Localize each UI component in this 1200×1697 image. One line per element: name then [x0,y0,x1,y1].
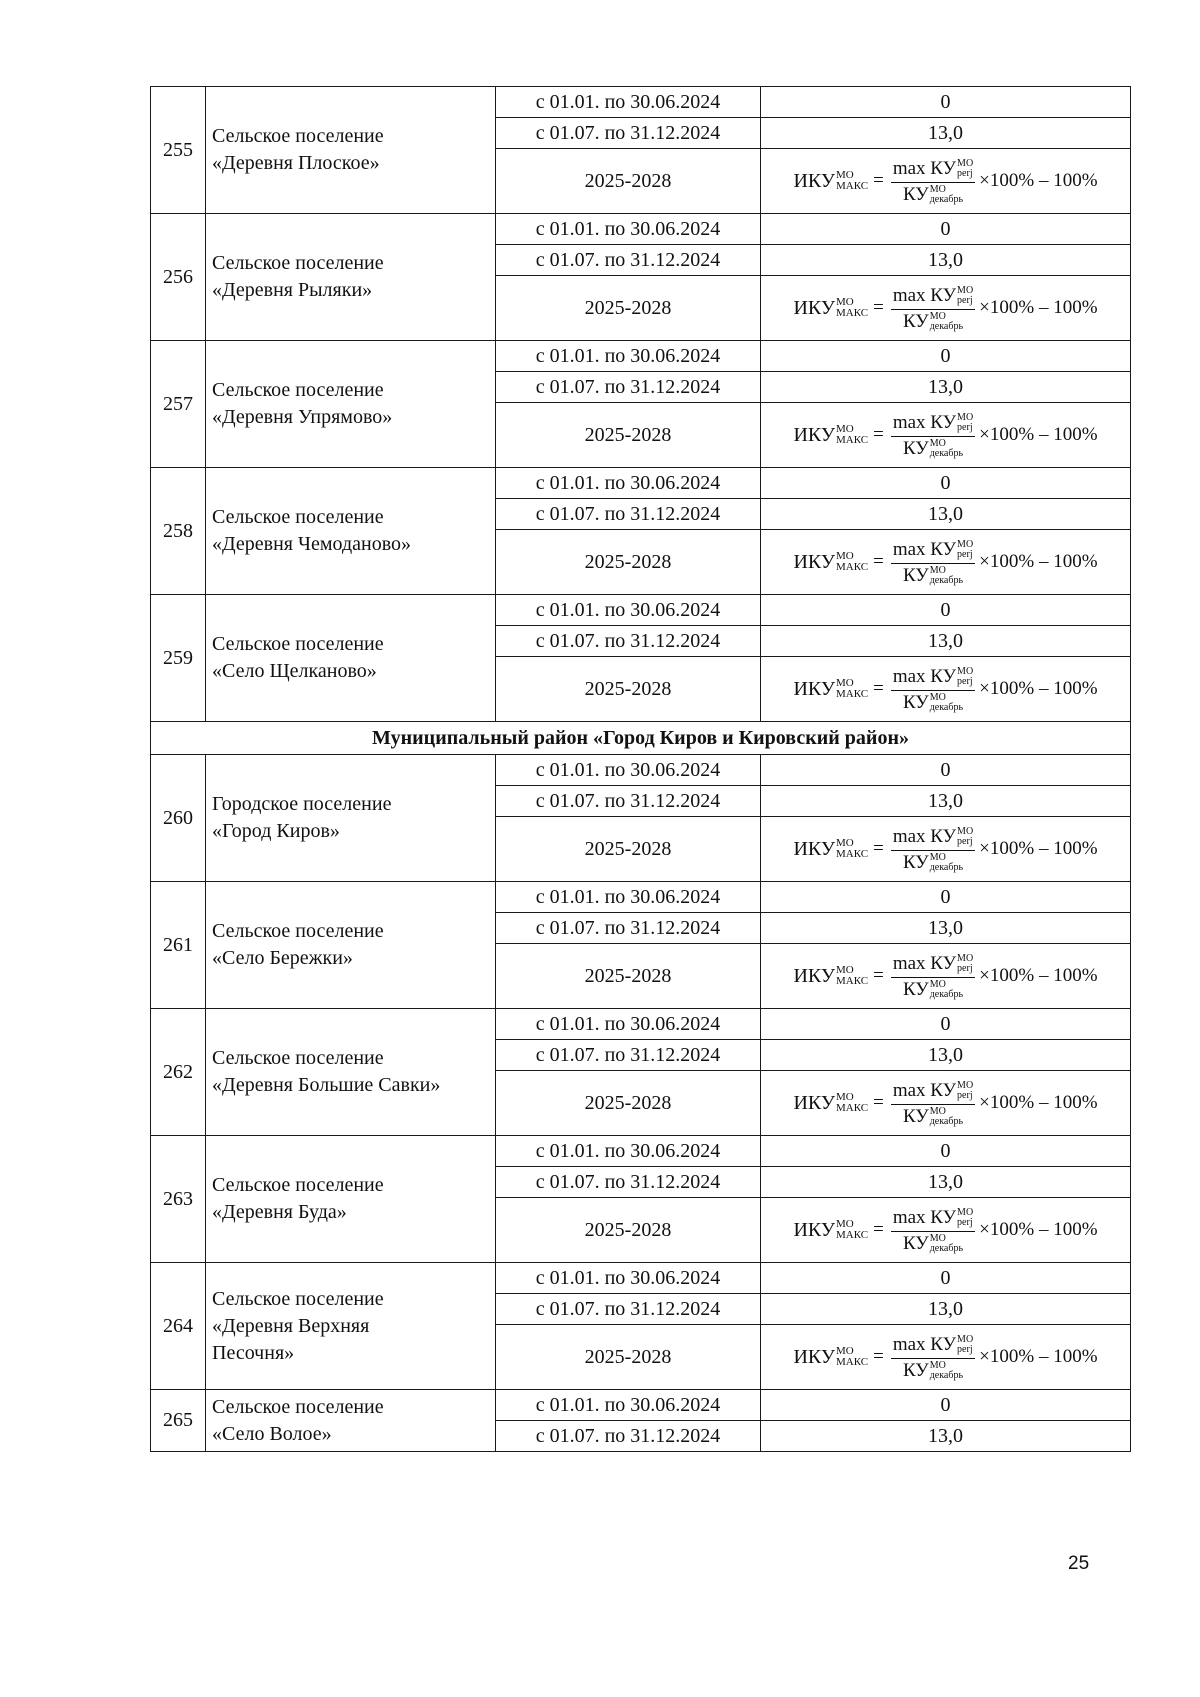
table-row [151,882,1131,913]
value-cell: 0 [761,882,1131,913]
table-row [151,595,1131,626]
period-cell: с 01.01. по 30.06.2024 [496,755,761,786]
max-index-formula: ИКУ МО МАКС = max КУ МО perj КУ МО декабрь ×100% – 100% [793,952,1098,1000]
period-cell: 2025-2028 [496,403,761,468]
row-number: 257 [151,341,206,468]
value-cell: 0 [761,595,1131,626]
period-cell: с 01.07. по 31.12.2024 [496,1421,761,1452]
formula-cell [761,944,1131,1009]
period-cell: 2025-2028 [496,149,761,214]
settlement-cell [206,1009,496,1136]
settlement-type: Сельское поселение [212,633,384,655]
table-row [151,1263,1131,1294]
row-number: 262 [151,1009,206,1136]
formula-cell [761,403,1131,468]
settlement-cell [206,341,496,468]
section-row [151,722,1131,755]
settlement-name: «Деревня Буда» [212,1201,347,1223]
settlement-type: Сельское поселение [212,1395,384,1418]
settlement-name: «Деревня Рыляки» [212,279,373,301]
max-index-formula: ИКУ МО МАКС = max КУ МО perj КУ МО декабрь ×100% – 100% [793,538,1098,586]
period-cell: с 01.01. по 30.06.2024 [496,1136,761,1167]
period-cell: с 01.01. по 30.06.2024 [496,1009,761,1040]
period-cell: с 01.07. по 31.12.2024 [496,499,761,530]
max-index-formula: ИКУ МО МАКС = max КУ МО perj КУ МО декабрь ×100% – 100% [793,1206,1098,1254]
period-cell: с 01.07. по 31.12.2024 [496,372,761,403]
max-index-formula: ИКУ МО МАКС = max КУ МО perj КУ МО декабрь ×100% – 100% [793,825,1098,873]
row-number: 263 [151,1136,206,1263]
period-cell: с 01.07. по 31.12.2024 [496,1167,761,1198]
row-number: 255 [151,87,206,214]
period-cell: 2025-2028 [496,530,761,595]
row-number: 264 [151,1263,206,1390]
formula-cell [761,530,1131,595]
period-cell: с 01.07. по 31.12.2024 [496,786,761,817]
value-cell: 13,0 [761,245,1131,276]
row-number: 259 [151,595,206,722]
period-cell: с 01.01. по 30.06.2024 [496,214,761,245]
value-cell: 0 [761,1390,1131,1421]
table-row [151,1390,1131,1421]
period-cell: 2025-2028 [496,1198,761,1263]
table-row [151,1136,1131,1167]
settlement-name: «Село Бережки» [212,947,353,969]
period-cell: с 01.01. по 30.06.2024 [496,1390,761,1421]
value-cell: 13,0 [761,1421,1131,1452]
max-index-formula: ИКУ МО МАКС = max КУ МО perj КУ МО декабрь ×100% – 100% [793,411,1098,459]
value-cell: 13,0 [761,913,1131,944]
settlement-type: Сельское поселение [212,1287,384,1310]
max-index-formula: ИКУ МО МАКС = max КУ МО perj КУ МО декабрь ×100% – 100% [793,665,1098,713]
value-cell: 0 [761,87,1131,118]
formula-cell [761,149,1131,214]
settlement-cell [206,882,496,1009]
value-cell: 0 [761,214,1131,245]
row-number: 258 [151,468,206,595]
settlement-cell [206,755,496,882]
settlement-type: Сельское поселение [212,1174,384,1196]
period-cell: с 01.07. по 31.12.2024 [496,913,761,944]
value-cell: 0 [761,1009,1131,1040]
row-number: 265 [151,1390,206,1452]
period-cell: с 01.01. по 30.06.2024 [496,1263,761,1294]
settlement-type: Сельское поселение [212,1047,384,1069]
value-cell: 0 [761,1136,1131,1167]
settlement-name: «Деревня Большие Савки» [212,1074,441,1096]
value-cell: 13,0 [761,786,1131,817]
table-row [151,87,1131,118]
table-row [151,1009,1131,1040]
settlement-cell [206,1136,496,1263]
settlement-name: «Деревня Чемоданово» [212,533,412,555]
period-cell: 2025-2028 [496,817,761,882]
settlement-type: Сельское поселение [212,379,384,401]
period-cell: 2025-2028 [496,1325,761,1390]
settlement-name-cont: Песочня» [212,1341,295,1364]
settlement-type: Сельское поселение [212,252,384,274]
settlement-cell [206,214,496,341]
period-cell: с 01.07. по 31.12.2024 [496,1294,761,1325]
table-row [151,755,1131,786]
value-cell: 0 [761,341,1131,372]
section-title: Муниципальный район «Город Киров и Кировский район» [151,722,1131,755]
table-row [151,468,1131,499]
formula-cell [761,657,1131,722]
row-number: 261 [151,882,206,1009]
value-cell: 13,0 [761,1040,1131,1071]
max-index-formula: ИКУ МО МАКС = max КУ МО perj КУ МО декабрь ×100% – 100% [793,1079,1098,1127]
period-cell: 2025-2028 [496,944,761,1009]
settlement-name: «Село Щелканово» [212,660,377,682]
period-cell: с 01.01. по 30.06.2024 [496,468,761,499]
row-number: 260 [151,755,206,882]
page-number: 25 [1068,1553,1090,1574]
period-cell: с 01.07. по 31.12.2024 [496,1040,761,1071]
value-cell: 0 [761,755,1131,786]
table-row [151,341,1131,372]
settlement-cell [206,1390,496,1452]
period-cell: с 01.01. по 30.06.2024 [496,87,761,118]
max-index-formula: ИКУ МО МАКС = max КУ МО perj КУ МО декабрь ×100% – 100% [793,157,1098,205]
period-cell: с 01.01. по 30.06.2024 [496,595,761,626]
settlement-name: «Село Волое» [212,1422,332,1445]
period-cell: с 01.07. по 31.12.2024 [496,626,761,657]
period-cell: 2025-2028 [496,1071,761,1136]
formula-cell [761,276,1131,341]
formula-cell [761,1325,1131,1390]
settlement-cell [206,87,496,214]
value-cell: 13,0 [761,499,1131,530]
value-cell: 13,0 [761,1294,1131,1325]
settlement-type: Сельское поселение [212,506,384,528]
formula-cell [761,1198,1131,1263]
value-cell: 13,0 [761,1167,1131,1198]
settlement-cell [206,595,496,722]
period-cell: с 01.07. по 31.12.2024 [496,245,761,276]
value-cell: 13,0 [761,626,1131,657]
max-index-formula: ИКУ МО МАКС = max КУ МО perj КУ МО декабрь ×100% – 100% [793,284,1098,332]
settlement-name: «Деревня Плоское» [212,152,380,174]
tariff-table [150,86,1131,1452]
value-cell: 13,0 [761,372,1131,403]
formula-cell [761,817,1131,882]
period-cell: 2025-2028 [496,657,761,722]
period-cell: с 01.07. по 31.12.2024 [496,118,761,149]
period-cell: с 01.01. по 30.06.2024 [496,341,761,372]
formula-cell [761,1071,1131,1136]
value-cell: 13,0 [761,118,1131,149]
settlement-type: Сельское поселение [212,125,384,147]
settlement-cell [206,1263,496,1390]
settlement-name: «Деревня Верхняя [212,1314,370,1337]
settlement-name: «Город Киров» [212,820,340,842]
settlement-name: «Деревня Упрямово» [212,406,393,428]
value-cell: 0 [761,1263,1131,1294]
row-number: 256 [151,214,206,341]
period-cell: с 01.01. по 30.06.2024 [496,882,761,913]
max-index-formula: ИКУ МО МАКС = max КУ МО perj КУ МО декабрь ×100% – 100% [793,1333,1098,1381]
settlement-cell [206,468,496,595]
settlement-type: Городское поселение [212,793,392,815]
settlement-type: Сельское поселение [212,920,384,942]
value-cell: 0 [761,468,1131,499]
table-row [151,214,1131,245]
period-cell: 2025-2028 [496,276,761,341]
